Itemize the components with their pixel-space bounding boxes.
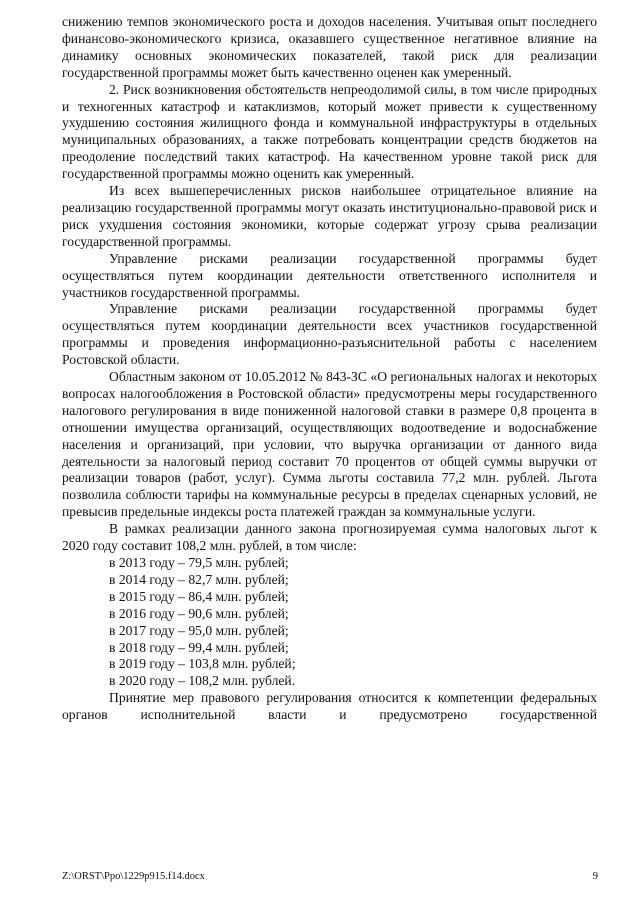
- paragraph-force-majeure-risk: 2. Риск возникновения обстоятельств непреодолимой силы, в том числе природных и техногенных катастроф и катаклизмов, который может привести к существенному ухудшению состояния жилищного фонда и коммунальной инфраструктуры в отдельных муниципальных образованиях, а также потребовать концентрации средств бюджетов на преодоление последствий таких катастроф. На качественном уровне такой риск для государственной программы можно оценить как умеренный.: [62, 81, 597, 182]
- paragraph-tax-forecast: В рамках реализации данного закона прогнозируемая сумма налоговых льгот к 2020 году составит 108,2 млн. рублей, в том числе:: [62, 521, 597, 554]
- list-item: в 2017 году – 95,0 млн. рублей;: [109, 622, 289, 638]
- footer-file-path: Z:\ORST\Ppo\1229p915.f14.docx: [62, 871, 205, 882]
- tax-benefit-list: [62, 555, 597, 690]
- list-item: в 2014 году – 82,7 млн. рублей;: [109, 571, 289, 587]
- list-item: в 2013 году – 79,5 млн. рублей;: [109, 555, 289, 570]
- list-item: в 2020 году – 108,2 млн. рублей.: [109, 673, 296, 689]
- paragraph-legal-regulation: Принятие мер правового регулирования относится к компетенции федеральных органов исполнительной власти и предусмотрено государственной: [62, 690, 597, 723]
- list-item: в 2015 году – 86,4 млн. рублей;: [109, 588, 289, 604]
- paragraph-risk-management-participants: Управление рисками реализации государственной программы будет осуществляться путем координации деятельности всех участников государственной программы и проведения информационно-разъяснительной работы с населением Ростовской области.: [62, 301, 597, 368]
- paragraph-main-risks: Из всех вышеперечисленных рисков наибольшее отрицательное влияние на реализацию государственной программы могут оказать институционально-правовой риск и риск ухудшения состояния экономики, которые содержат угрозу срыва реализации государственной программы.: [62, 183, 597, 249]
- paragraph-regional-law: Областным законом от 10.05.2012 № 843-ЗС «О региональных налогах и некоторых вопросах налогообложения в Ростовской области» предусмотрены меры государственного налогового регулирования в виде пониженной налоговой ставки в размере 0,8 процента в отношении имущества организаций, осуществляющих водоотведение и водоснабжение населения и организаций, при условии, что выручка организации от данного вида деятельности за налоговый период составит 70 процентов от общей суммы выручки от реализации товаров (работ, услуг). Сумма льготы составила 77,2 млн. рублей. Льгота позволила соблюсти тарифы на коммунальные ресурсы в пределах сценарных условий, не превысив предельные индексы роста платежей граждан за коммунальные услуги.: [62, 369, 597, 520]
- page-number: 9: [592, 871, 598, 882]
- page-footer: [62, 871, 598, 882]
- paragraph-economic-risk: снижению темпов экономического роста и доходов населения. Учитывая опыт последнего финансово-экономического кризиса, оказавшего существенное негативное влияние на динамику основных экономических показателей, такой риск для реализации государственной программы может быть качественно оценен как умеренный.: [62, 14, 597, 80]
- list-item: в 2016 году – 90,6 млн. рублей;: [109, 605, 289, 621]
- list-item: в 2019 году – 103,8 млн. рублей;: [109, 656, 296, 672]
- paragraph-risk-management-coordination: Управление рисками реализации государственной программы будет осуществляться путем координации деятельности ответственного исполнителя и участников государственной программы.: [62, 250, 597, 300]
- document-page: [62, 14, 597, 724]
- list-item: в 2018 году – 99,4 млн. рублей;: [109, 639, 289, 655]
